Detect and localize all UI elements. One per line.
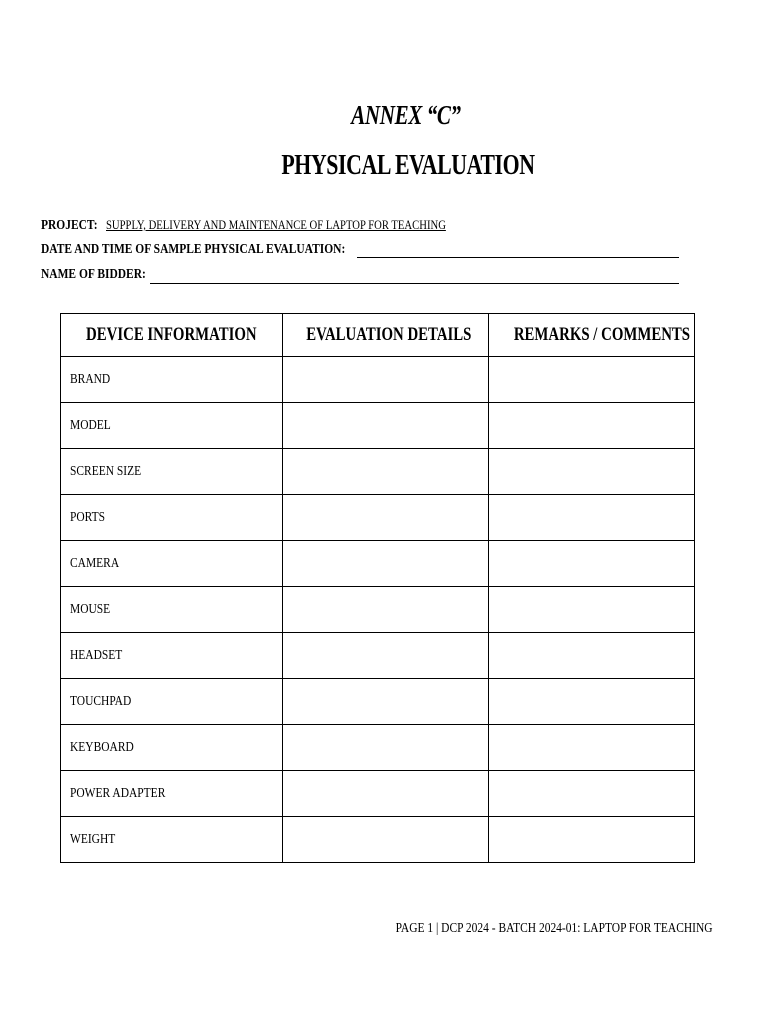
table-row	[61, 495, 695, 541]
device-info-cell	[61, 771, 283, 817]
project-value: SUPPLY, DELIVERY AND MAINTENANCE OF LAPTOP FOR TEACHING	[105, 217, 446, 232]
evaluation-details-cell[interactable]	[283, 725, 489, 771]
table-row	[61, 817, 695, 863]
evaluation-details-cell[interactable]	[283, 541, 489, 587]
table-row	[61, 357, 695, 403]
remarks-cell[interactable]	[489, 587, 695, 633]
evaluation-details-cell[interactable]	[283, 817, 489, 863]
device-info-cell	[61, 541, 283, 587]
header-device-information: DEVICE INFORMATION	[61, 314, 283, 357]
table-row	[61, 725, 695, 771]
table-row	[61, 771, 695, 817]
table-row	[61, 633, 695, 679]
device-info-label: CAMERA	[70, 555, 120, 571]
evaluation-details-cell[interactable]	[283, 403, 489, 449]
annex-label: ANNEX “C”	[351, 100, 461, 130]
evaluation-details-cell[interactable]	[283, 449, 489, 495]
date-field	[41, 242, 412, 258]
header-evaluation-details: EVALUATION DETAILS	[283, 314, 489, 357]
remarks-cell[interactable]	[489, 633, 695, 679]
device-info-cell	[61, 587, 283, 633]
table-header-row	[61, 314, 695, 357]
device-info-cell	[61, 449, 283, 495]
remarks-cell[interactable]	[489, 771, 695, 817]
device-info-cell	[61, 403, 283, 449]
remarks-cell[interactable]	[489, 403, 695, 449]
page-title: PHYSICAL EVALUATION	[281, 150, 535, 181]
evaluation-table	[60, 313, 695, 863]
remarks-cell[interactable]	[489, 679, 695, 725]
device-info-cell	[61, 633, 283, 679]
device-info-label: MODEL	[70, 417, 111, 433]
evaluation-details-cell[interactable]	[283, 357, 489, 403]
device-info-cell	[61, 725, 283, 771]
project-label: PROJECT:	[41, 218, 98, 233]
device-info-label: WEIGHT	[70, 831, 116, 847]
device-info-cell	[61, 817, 283, 863]
table-row	[61, 679, 695, 725]
table-row	[61, 541, 695, 587]
evaluation-details-cell[interactable]	[283, 679, 489, 725]
date-label: DATE AND TIME OF SAMPLE PHYSICAL EVALUATION:	[41, 242, 346, 257]
table-row	[61, 403, 695, 449]
evaluation-details-cell[interactable]	[283, 587, 489, 633]
table-row	[61, 449, 695, 495]
bidder-blank-line[interactable]	[150, 283, 679, 284]
device-info-label: POWER ADAPTER	[70, 785, 166, 801]
remarks-cell[interactable]	[489, 495, 695, 541]
device-info-label: MOUSE	[70, 601, 111, 617]
evaluation-details-cell[interactable]	[283, 771, 489, 817]
remarks-cell[interactable]	[489, 357, 695, 403]
device-info-label: SCREEN SIZE	[70, 463, 142, 479]
device-info-label: TOUCHPAD	[70, 693, 132, 709]
device-info-label: KEYBOARD	[70, 739, 134, 755]
page-footer: PAGE 1 | DCP 2024 - BATCH 2024-01: LAPTOP FOR TEACHING	[396, 921, 713, 936]
evaluation-details-cell[interactable]	[283, 495, 489, 541]
project-field	[41, 217, 520, 234]
remarks-cell[interactable]	[489, 725, 695, 771]
evaluation-details-cell[interactable]	[283, 633, 489, 679]
table-row	[61, 587, 695, 633]
date-blank-line[interactable]	[357, 257, 679, 258]
device-info-label: HEADSET	[70, 647, 123, 663]
device-info-label: BRAND	[70, 371, 111, 387]
device-info-label: PORTS	[70, 509, 106, 525]
device-info-cell	[61, 357, 283, 403]
bidder-label: NAME OF BIDDER:	[41, 267, 146, 282]
device-info-cell	[61, 679, 283, 725]
device-info-cell	[61, 495, 283, 541]
remarks-cell[interactable]	[489, 449, 695, 495]
remarks-cell[interactable]	[489, 541, 695, 587]
bidder-field	[41, 267, 169, 283]
header-remarks-comments: REMARKS / COMMENTS	[489, 314, 695, 357]
remarks-cell[interactable]	[489, 817, 695, 863]
